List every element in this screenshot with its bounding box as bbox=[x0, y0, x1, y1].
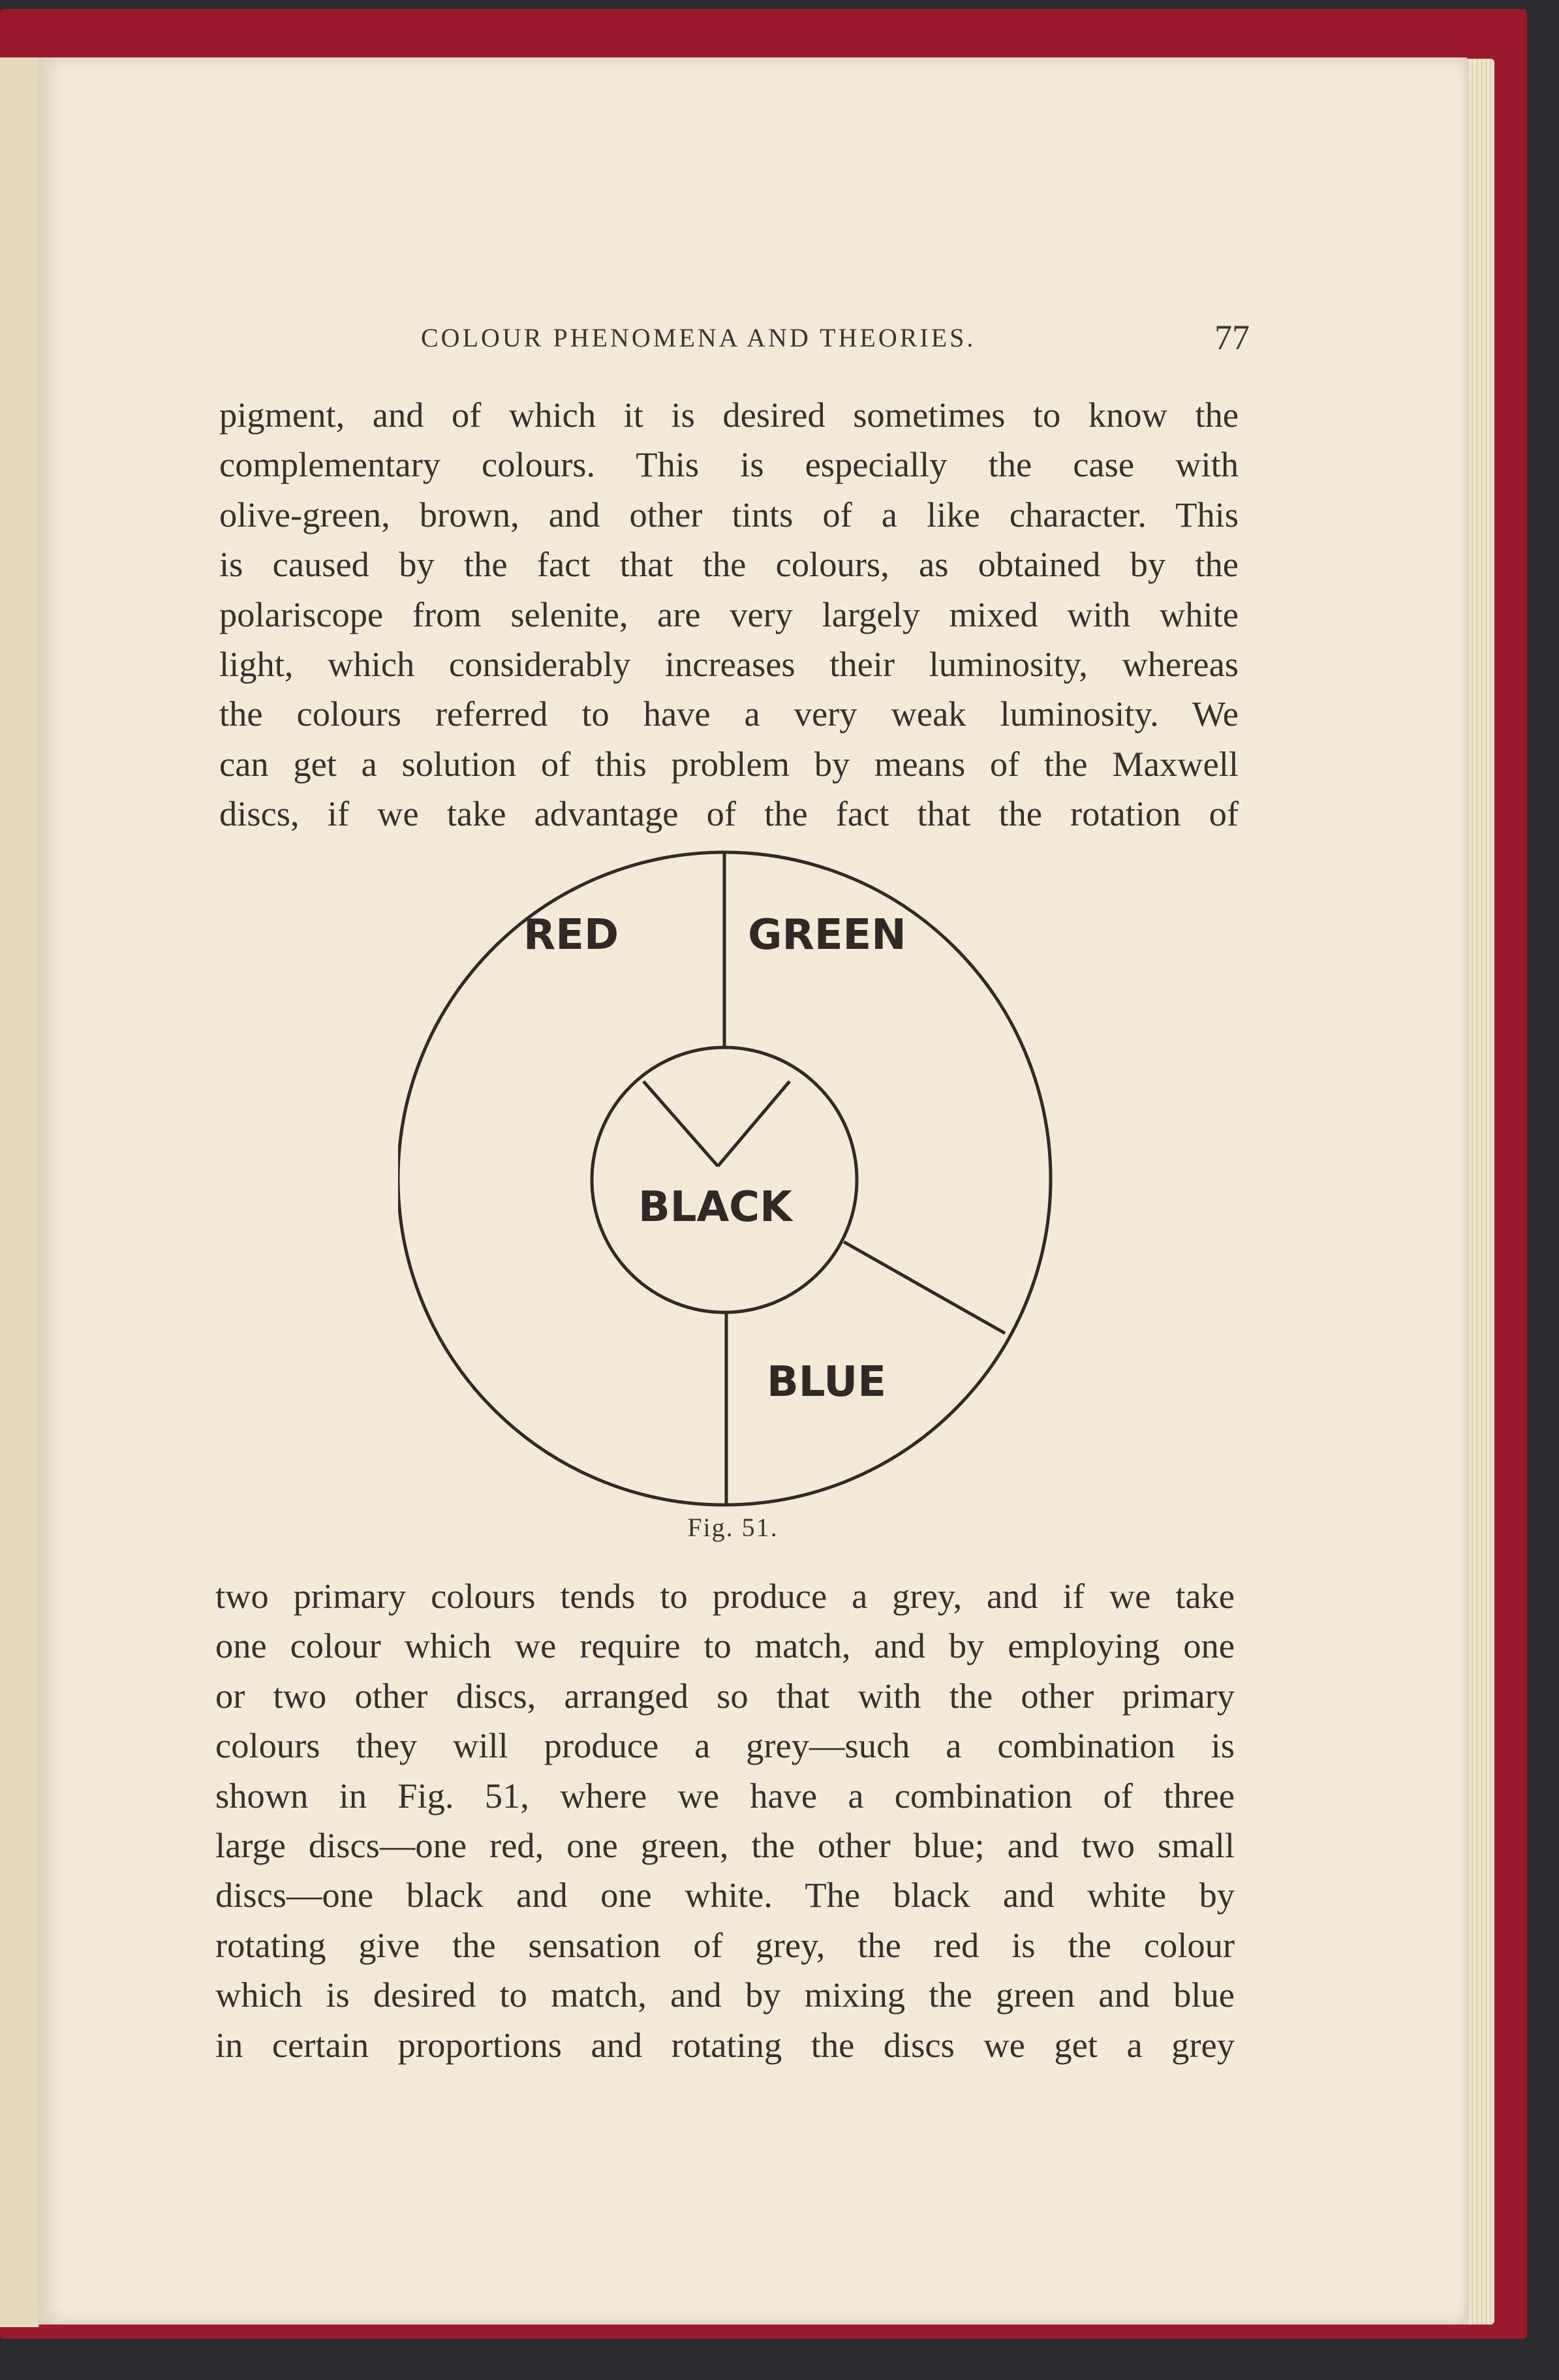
text-line: colours they will produce a grey—such a combination is bbox=[215, 1725, 1235, 1766]
text-line: complementary colours. This is especially the case with bbox=[219, 444, 1239, 485]
label-green: GREEN bbox=[748, 911, 906, 959]
running-head: COLOUR PHENOMENA AND THEORIES. bbox=[421, 323, 976, 352]
text-line: olive-green, brown, and other tints of a like character. This bbox=[219, 494, 1239, 534]
text-line: shown in Fig. 51, where we have a combination of three bbox=[215, 1775, 1235, 1816]
inner-right-divider bbox=[718, 1081, 790, 1166]
text-line: one colour which we require to match, and by employing one bbox=[215, 1626, 1235, 1666]
inner-left-divider bbox=[643, 1081, 718, 1166]
text-line: discs, if we take advantage of the fact that the rotation of bbox=[219, 794, 1239, 834]
maxwell-discs-figure bbox=[398, 850, 1064, 1516]
text-line: two primary colours tends to produce a grey, and if we take bbox=[215, 1576, 1235, 1616]
text-line: rotating give the sensation of grey, the red is the colour bbox=[215, 1924, 1235, 1965]
text-line: large discs—one red, one green, the other blue; and two small bbox=[215, 1825, 1235, 1866]
paragraph-bottom bbox=[215, 1571, 1235, 2070]
text-line: can get a solution of this problem by means of the Maxwell bbox=[219, 743, 1239, 784]
page-header bbox=[421, 317, 1250, 363]
facing-page-edge bbox=[0, 57, 39, 2327]
text-line: polariscope from selenite, are very largely mixed with white bbox=[219, 594, 1239, 634]
book-page bbox=[38, 57, 1467, 2325]
text-line: in certain proportions and rotating the discs we get a grey bbox=[215, 2024, 1235, 2065]
page-number: 77 bbox=[1214, 318, 1250, 357]
text-line: discs—one black and one white. The black and white by bbox=[215, 1875, 1235, 1915]
green-blue-divider bbox=[844, 1242, 1005, 1333]
inner-disc bbox=[592, 1047, 857, 1312]
paragraph-top bbox=[219, 390, 1239, 839]
text-line: or two other discs, arranged so that with the other primary bbox=[215, 1675, 1235, 1716]
text-line: which is desired to match, and by mixing the green and blue bbox=[215, 1975, 1235, 2015]
label-black: BLACK bbox=[638, 1183, 792, 1231]
maxwell-discs-diagram bbox=[398, 850, 1064, 1516]
text-line: the colours referred to have a very weak luminosity. We bbox=[219, 694, 1239, 734]
text-line: light, which considerably increases their luminosity, whereas bbox=[219, 644, 1239, 685]
text-line: is caused by the fact that the colours, as obtained by the bbox=[219, 544, 1239, 585]
label-red: RED bbox=[523, 911, 619, 959]
label-blue: BLUE bbox=[767, 1358, 886, 1406]
figure-caption: Fig. 51. bbox=[687, 1513, 779, 1542]
text-line: pigment, and of which it is desired sometimes to know the bbox=[219, 395, 1239, 435]
